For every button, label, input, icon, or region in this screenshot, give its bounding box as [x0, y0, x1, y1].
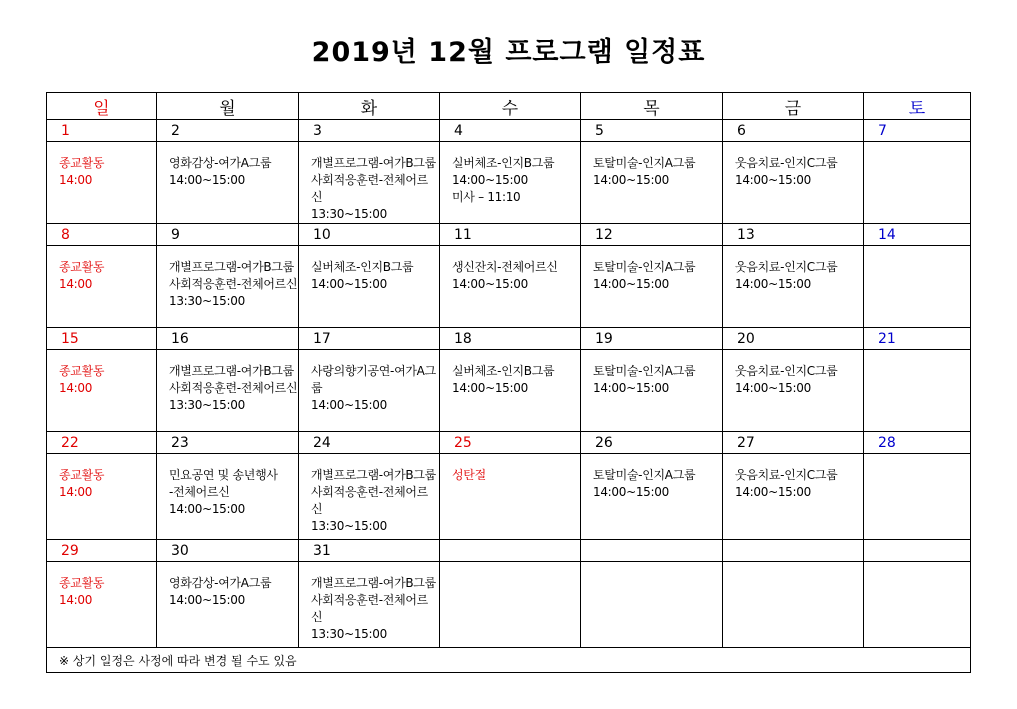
date-number: 30: [171, 542, 189, 559]
date-number: 11: [454, 226, 472, 243]
event-cell: [723, 562, 863, 575]
date-number: 14: [878, 226, 896, 243]
event-cell: [864, 454, 970, 467]
date-number: 27: [737, 434, 755, 451]
footnote-row: [47, 648, 971, 673]
date-number: 16: [171, 330, 189, 347]
date-number: 9: [171, 226, 180, 243]
event-cell: 토탈미술-인지A그룹 14:00~15:00: [593, 364, 696, 395]
date-number: 5: [595, 122, 604, 139]
event-cell: 민요공연 및 송년행사 -전체어르신 14:00~15:00: [169, 468, 278, 516]
event-row: [47, 142, 971, 224]
event-cell: 종교활동 14:00: [59, 260, 105, 291]
date-number-holiday: 25: [454, 434, 472, 451]
event-cell: 영화감상-여가A그룹 14:00~15:00: [169, 576, 272, 607]
event-cell: 실버체조-인지B그룹 14:00~15:00: [452, 364, 555, 395]
event-cell: 영화감상-여가A그룹 14:00~15:00: [169, 156, 272, 187]
date-number: 24: [313, 434, 331, 451]
event-cell: 웃음치료-인지C그룹 14:00~15:00: [735, 156, 838, 187]
date-row: [47, 120, 971, 142]
event-cell: 개별프로그램-여가B그룹 사회적응훈련-전체어르신 13:30~15:00: [169, 364, 298, 412]
date-number: 2: [171, 122, 180, 139]
date-row: [47, 432, 971, 454]
date-number: 23: [171, 434, 189, 451]
date-number: 15: [61, 330, 79, 347]
date-number: 21: [878, 330, 896, 347]
event-cell: 웃음치료-인지C그룹 14:00~15:00: [735, 260, 838, 291]
schedule-table: [46, 92, 971, 673]
event-cell: [440, 562, 580, 575]
date-number: 17: [313, 330, 331, 347]
event-cell: 개별프로그램-여가B그룹 사회적응훈련-전체어르신 13:30~15:00: [311, 468, 436, 533]
event-cell: 실버체조-인지B그룹 14:00~15:00 미사 – 11:10: [452, 156, 555, 204]
page-title: 2019년 12월 프로그램 일정표: [311, 37, 706, 68]
event-cell: [864, 350, 970, 363]
event-cell: 종교활동 14:00: [59, 468, 105, 499]
weekday-thu: 목: [581, 93, 723, 120]
event-cell: 사랑의향기공연-여가A그룹 14:00~15:00: [311, 364, 436, 412]
date-number: 31: [313, 542, 331, 559]
date-number: 1: [61, 122, 70, 139]
weekday-mon: 월: [157, 93, 299, 120]
weekday-sun: 일: [47, 93, 157, 120]
event-cell: 개별프로그램-여가B그룹 사회적응훈련-전체어르신 13:30~15:00: [169, 260, 298, 308]
date-number: 6: [737, 122, 746, 139]
date-row: [47, 224, 971, 246]
weekday-wed: 수: [440, 93, 581, 120]
event-cell: 토탈미술-인지A그룹 14:00~15:00: [593, 260, 696, 291]
date-number: 26: [595, 434, 613, 451]
date-number: 4: [454, 122, 463, 139]
date-number: 29: [61, 542, 79, 559]
event-cell: 개별프로그램-여가B그룹 사회적응훈련-전체어르신 13:30~15:00: [311, 156, 436, 221]
weekday-fri: 금: [723, 93, 864, 120]
event-cell: [864, 246, 970, 259]
date-number: 3: [313, 122, 322, 139]
event-cell: 실버체조-인지B그룹 14:00~15:00: [311, 260, 414, 291]
weekday-header-row: [47, 93, 971, 120]
date-number: 13: [737, 226, 755, 243]
event-cell: [864, 142, 970, 155]
event-cell: [864, 562, 970, 575]
event-row: [47, 562, 971, 648]
weekday-sat: 토: [864, 93, 971, 120]
date-number: 28: [878, 434, 896, 451]
event-row: [47, 454, 971, 540]
date-number: 12: [595, 226, 613, 243]
event-cell: 토탈미술-인지A그룹 14:00~15:00: [593, 468, 696, 499]
event-row: [47, 350, 971, 432]
event-cell: 생신잔치-전체어르신 14:00~15:00: [452, 260, 558, 291]
date-number: 18: [454, 330, 472, 347]
date-number: 10: [313, 226, 331, 243]
event-cell: 개별프로그램-여가B그룹 사회적응훈련-전체어르신 13:30~15:00: [311, 576, 436, 641]
event-cell: 웃음치료-인지C그룹 14:00~15:00: [735, 364, 838, 395]
event-cell: 종교활동 14:00: [59, 576, 105, 607]
event-cell: 종교활동 14:00: [59, 364, 105, 395]
date-number: 20: [737, 330, 755, 347]
event-cell-holiday: 성탄절: [452, 468, 486, 482]
event-cell: [581, 562, 722, 575]
date-number: 7: [878, 122, 887, 139]
date-number: 19: [595, 330, 613, 347]
date-number: 8: [61, 226, 70, 243]
weekday-tue: 화: [299, 93, 440, 120]
date-number: 22: [61, 434, 79, 451]
event-cell: 종교활동 14:00: [59, 156, 105, 187]
date-row: [47, 328, 971, 350]
date-row: [47, 540, 971, 562]
event-row: [47, 246, 971, 328]
event-cell: 웃음치료-인지C그룹 14:00~15:00: [735, 468, 838, 499]
footnote: ※ 상기 일정은 사정에 따라 변경 될 수도 있음: [59, 653, 297, 668]
event-cell: 토탈미술-인지A그룹 14:00~15:00: [593, 156, 696, 187]
